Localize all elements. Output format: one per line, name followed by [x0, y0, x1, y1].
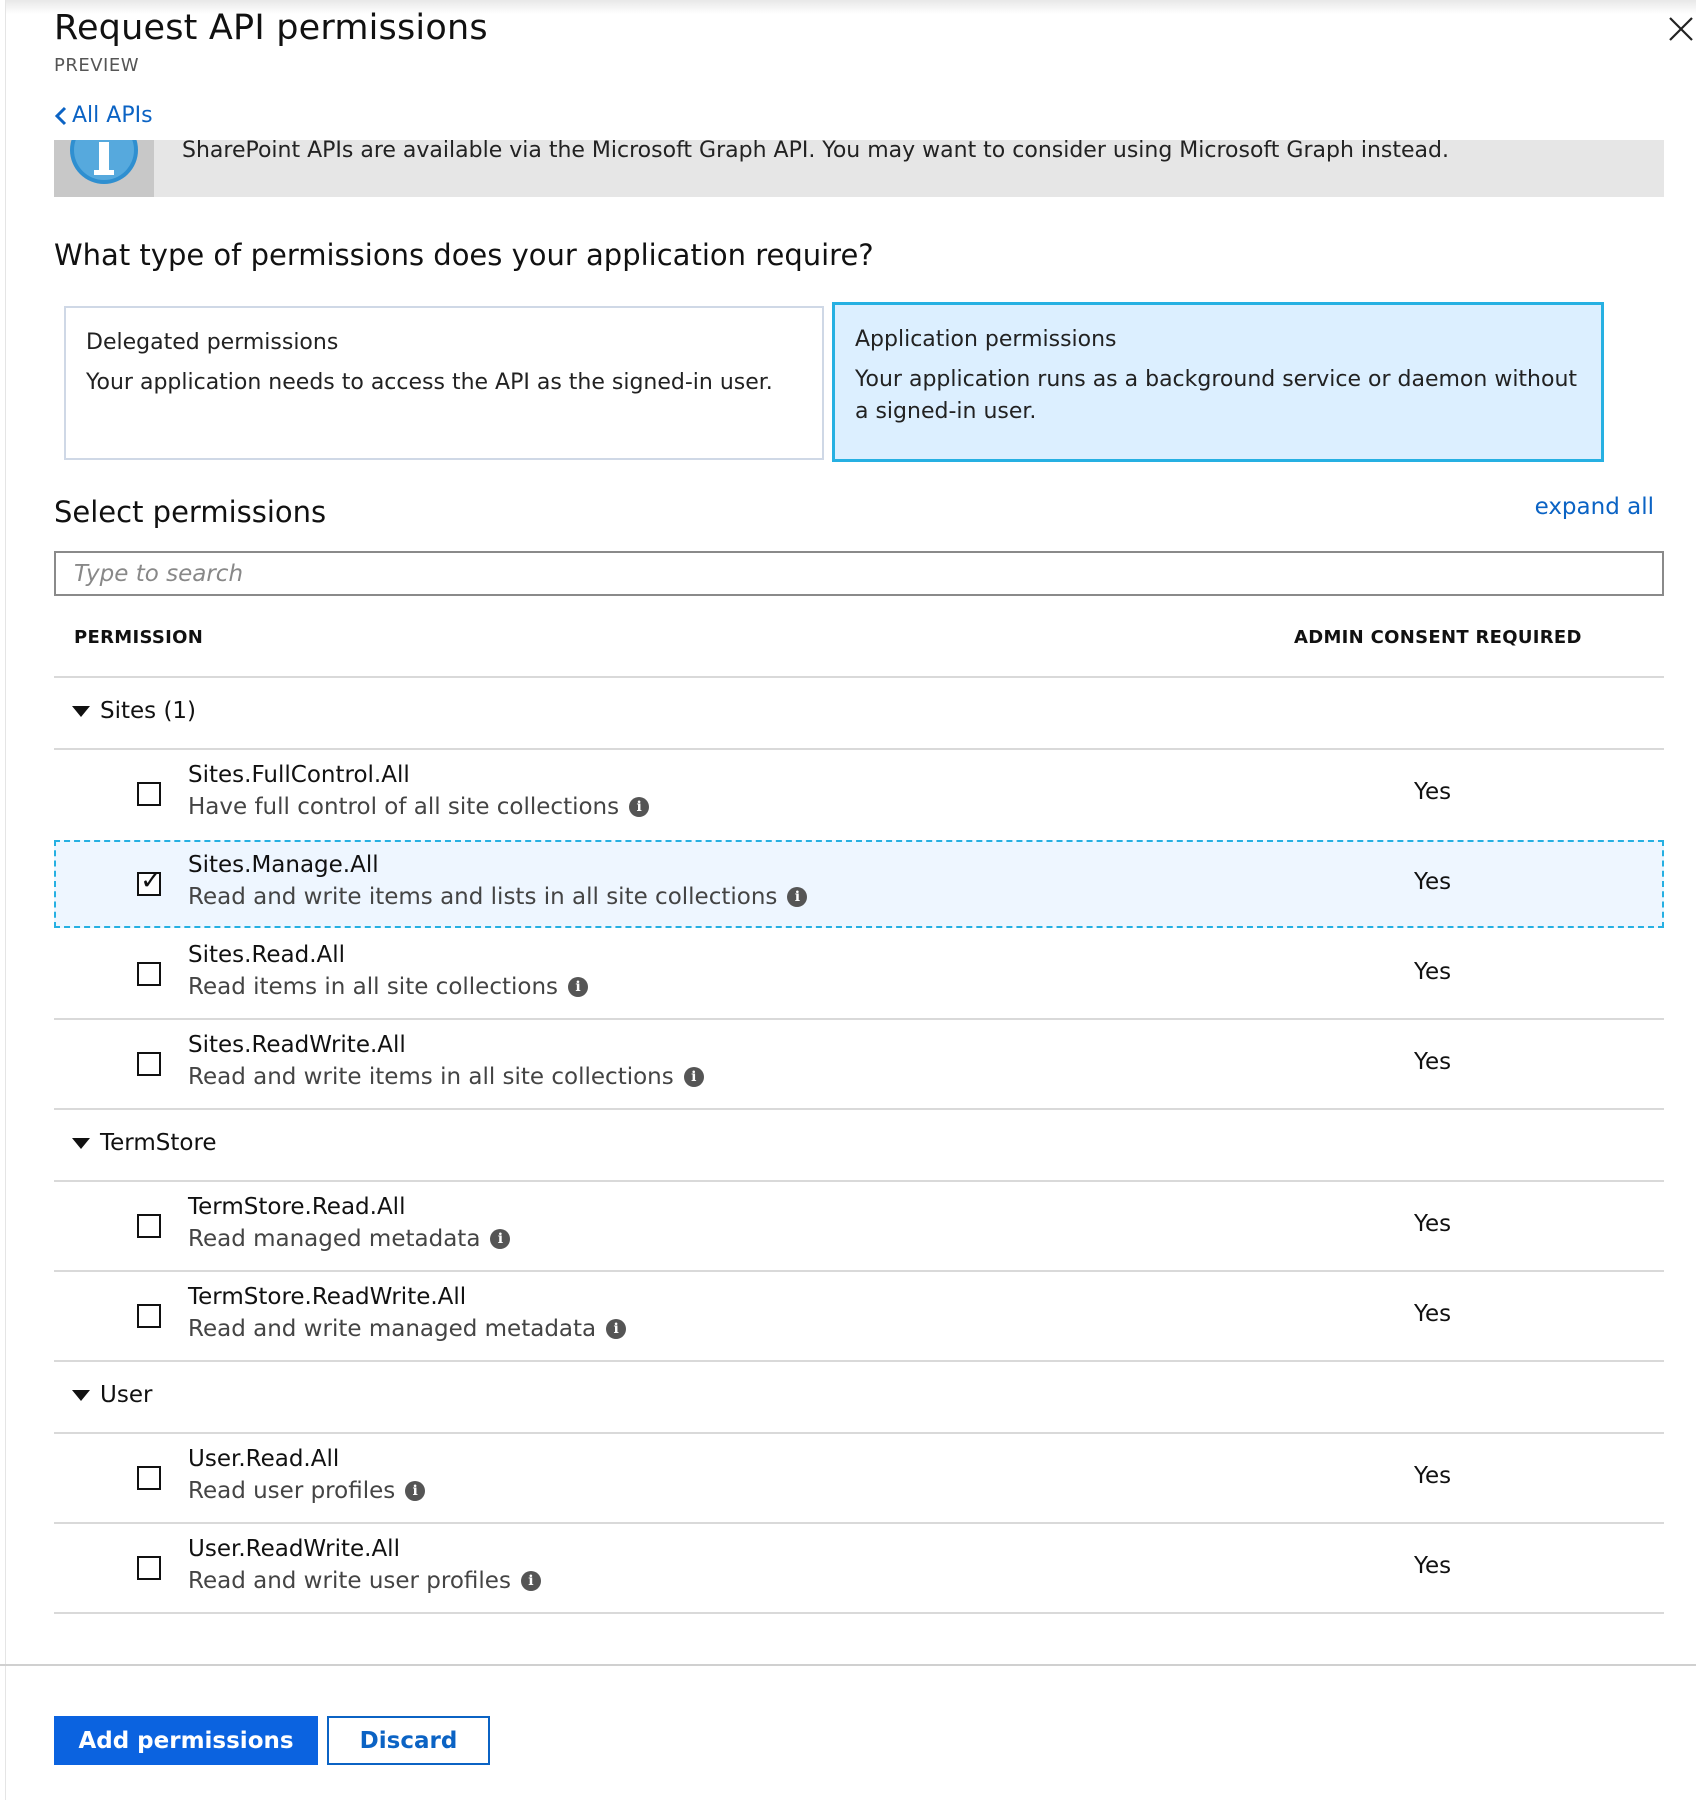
permission-description-wrap [188, 974, 588, 1000]
info-banner [54, 140, 1664, 197]
permission-name: User.ReadWrite.All [188, 1536, 400, 1562]
column-header-permission: PERMISSION [74, 627, 204, 648]
card-title: Application permissions [855, 327, 1117, 352]
permission-name: Sites.ReadWrite.All [188, 1032, 406, 1058]
admin-consent-value: Yes [1414, 779, 1452, 805]
permission-description: Read and write user profiles [188, 1568, 511, 1594]
info-circle-icon[interactable]: i [629, 797, 649, 817]
permission-row[interactable] [54, 1020, 1664, 1108]
all-apis-back-link[interactable] [54, 103, 153, 128]
permission-row[interactable] [54, 750, 1664, 838]
permission-description: Read and write items and lists in all site collections [188, 884, 778, 910]
card-description: Your application runs as a background service or daemon without a signed-in user. [855, 367, 1578, 424]
permission-name: Sites.Manage.All [188, 852, 379, 878]
permission-name: TermStore.ReadWrite.All [188, 1284, 467, 1310]
permission-row[interactable] [54, 1272, 1664, 1360]
caret-down-icon [72, 1138, 90, 1149]
info-icon [54, 140, 154, 197]
permission-description-wrap [188, 1226, 510, 1252]
permission-checkbox[interactable] [137, 1466, 161, 1490]
group-toggle-user[interactable] [72, 1382, 152, 1408]
info-banner-icon-area [54, 140, 154, 197]
admin-consent-value: Yes [1414, 959, 1452, 985]
info-circle-icon[interactable]: i [568, 977, 588, 997]
caret-down-icon [72, 1390, 90, 1401]
add-permissions-button[interactable]: Add permissions [54, 1716, 318, 1765]
page-title: Request API permissions [54, 8, 488, 48]
permission-description: Have full control of all site collections [188, 794, 620, 820]
permission-description-wrap [188, 1568, 541, 1594]
permission-description-wrap [188, 1316, 626, 1342]
group-toggle-termstore[interactable] [72, 1130, 217, 1156]
permission-checkbox[interactable] [137, 782, 161, 806]
permission-description-wrap [188, 794, 649, 820]
group-toggle-sites[interactable] [72, 698, 196, 724]
expand-all-link[interactable]: expand all [1534, 494, 1654, 520]
group-label: TermStore [100, 1130, 217, 1156]
page-subtitle: PREVIEW [54, 55, 140, 76]
group-label: Sites (1) [100, 698, 197, 724]
permission-row[interactable] [54, 1182, 1664, 1270]
admin-consent-value: Yes [1414, 1553, 1452, 1579]
permission-description: Read and write items in all site collections [188, 1064, 674, 1090]
admin-consent-value: Yes [1414, 1301, 1452, 1327]
info-circle-icon[interactable]: i [684, 1067, 704, 1087]
permission-description: Read managed metadata [188, 1226, 481, 1252]
permission-name: User.Read.All [188, 1446, 340, 1472]
info-circle-icon[interactable]: i [405, 1481, 425, 1501]
close-icon[interactable] [1664, 12, 1696, 46]
group-row-user [54, 1362, 1664, 1432]
admin-consent-value: Yes [1414, 869, 1452, 895]
group-row-termstore [54, 1110, 1664, 1180]
permission-checkbox[interactable] [137, 1556, 161, 1580]
permission-checkbox[interactable] [137, 1052, 161, 1076]
info-circle-icon[interactable]: i [490, 1229, 510, 1249]
chevron-left-icon [54, 106, 68, 126]
info-circle-icon[interactable]: i [787, 887, 807, 907]
permission-type-question: What type of permissions does your application require? [54, 238, 874, 272]
permission-row[interactable] [54, 1524, 1664, 1612]
permission-description-wrap [188, 1478, 425, 1504]
request-api-permissions-panel [54, 0, 1664, 1800]
permission-row-selected[interactable] [54, 840, 1664, 928]
back-link-label: All APIs [72, 103, 153, 128]
permission-name: Sites.Read.All [188, 942, 346, 968]
footer-divider [0, 1664, 1696, 1666]
application-permissions-card[interactable] [832, 302, 1604, 462]
permission-description-wrap [188, 1064, 704, 1090]
select-permissions-title: Select permissions [54, 495, 327, 529]
permission-description: Read and write managed metadata [188, 1316, 597, 1342]
column-header-admin-consent: ADMIN CONSENT REQUIRED [1294, 627, 1582, 648]
caret-down-icon [72, 706, 90, 717]
permission-checkbox-checked[interactable] [137, 865, 163, 896]
admin-consent-value: Yes [1414, 1211, 1452, 1237]
info-circle-icon[interactable]: i [606, 1319, 626, 1339]
admin-consent-value: Yes [1414, 1463, 1452, 1489]
info-banner-text: SharePoint APIs are available via the Microsoft Graph API. You may want to consider using Microsoft Graph instead. [182, 138, 1449, 163]
checkmark-icon: ✓ [140, 865, 163, 896]
info-circle-icon[interactable]: i [521, 1571, 541, 1591]
permission-description: Read items in all site collections [188, 974, 559, 1000]
group-row-sites [54, 678, 1664, 748]
divider [54, 1612, 1664, 1614]
discard-button[interactable]: Discard [327, 1716, 490, 1765]
permission-checkbox[interactable] [137, 962, 161, 986]
admin-consent-value: Yes [1414, 1049, 1452, 1075]
permission-description-wrap [188, 884, 807, 910]
permission-name: TermStore.Read.All [188, 1194, 406, 1220]
delegated-permissions-card[interactable] [64, 306, 824, 460]
permission-description: Read user profiles [188, 1478, 396, 1504]
permission-name: Sites.FullControl.All [188, 762, 410, 788]
permission-row[interactable] [54, 930, 1664, 1018]
permission-checkbox[interactable] [137, 1304, 161, 1328]
permission-checkbox[interactable] [137, 1214, 161, 1238]
group-label: User [100, 1382, 153, 1408]
card-description: Your application needs to access the API as the signed-in user. [86, 370, 773, 395]
background-blade-edge [0, 0, 6, 1800]
permission-row[interactable] [54, 1434, 1664, 1522]
permission-search-input[interactable] [54, 551, 1664, 596]
card-title: Delegated permissions [86, 330, 339, 355]
